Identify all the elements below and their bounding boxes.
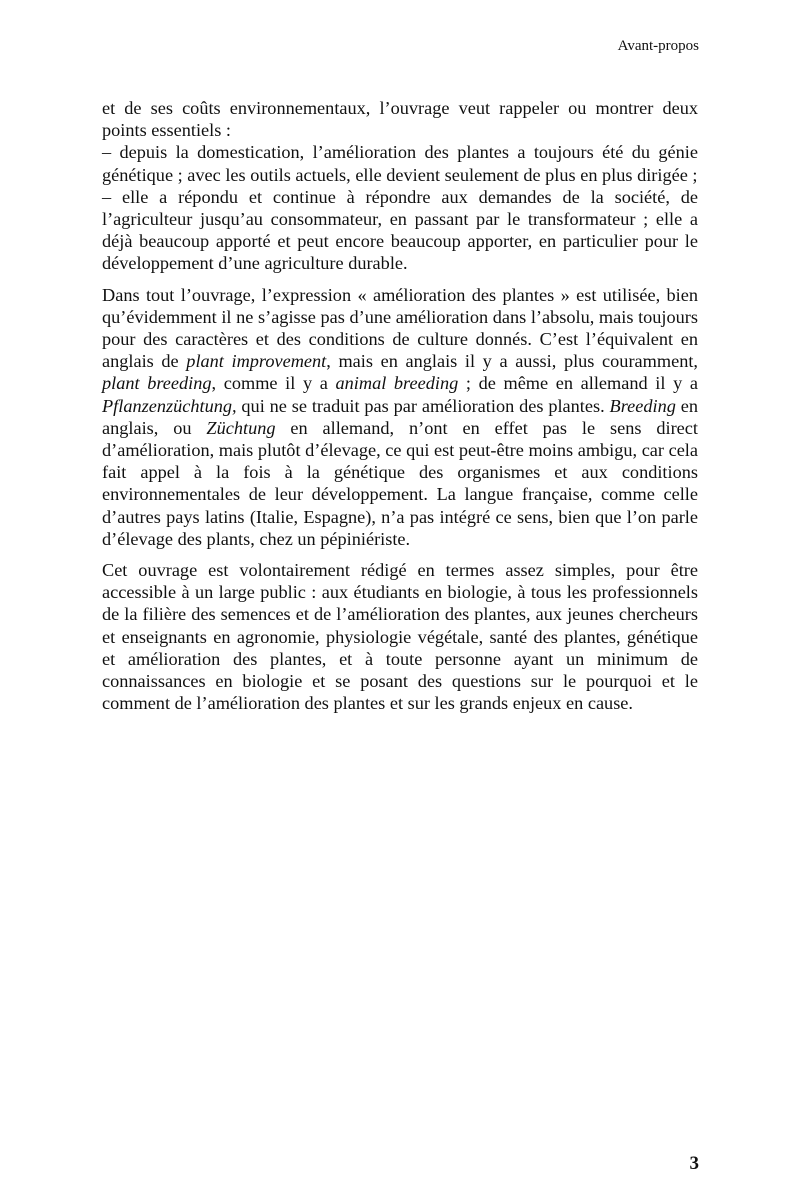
- paragraph-terminology: [102, 284, 698, 550]
- italic-term: plant improvement: [186, 351, 327, 372]
- italic-term: animal breeding: [335, 373, 459, 394]
- page-number: 3: [689, 1153, 699, 1174]
- text-segment: Dans tout l’ouvrage, l’expression « amélioration des plantes » est utilisée, bien qu’évidemment il ne s’agisse pas d’une amélioration dans l’absolu, mais toujours pour des caractères et des conditions de culture donnés. C’est l’équivalent en anglais de: [102, 284, 698, 372]
- text-segment: qui ne se traduit pas par amélioration des plantes.: [236, 395, 610, 416]
- text-segment: ; de même en allemand il y a: [458, 373, 698, 394]
- body-text: [102, 97, 698, 723]
- list-item: – depuis la domestication, l’amélioration des plantes a toujours été du génie génétique ; avec les outils actuels, elle devient seulement de plus en plus dirigée ;: [102, 142, 698, 185]
- italic-term: plant breeding: [102, 373, 212, 394]
- list-item: – elle a répondu et continue à répondre aux demandes de la société, de l’agriculteur jusqu’au consommateur, en passant par le transformateur ; elle a déjà beaucoup apporté et peut encore beaucoup apporter, en particulier pour le développement d’une agriculture durable.: [102, 186, 698, 274]
- paragraph-audience: Cet ouvrage est volontairement rédigé en termes assez simples, pour être accessible à un large public : aux étudiants en biologie, à tous les professionnels de la filière des semences et de l’amélioration des plantes, aux jeunes chercheurs et enseignants en agronomie, physiologie végétale, santé des plantes, génétique et amélioration des plantes, et à toute personne ayant un minimum de connaissances en biologie et se posant des questions sur le pourquoi et le comment de l’amélioration des plantes et sur les grands enjeux en cause.: [102, 560, 698, 714]
- text-segment: en anglais, ou: [102, 395, 699, 438]
- italic-term: Pflanzenzüchtung,: [102, 395, 237, 416]
- paragraph-intro: [102, 97, 698, 275]
- italic-term: Breeding: [609, 395, 676, 416]
- text-segment: , mais en anglais il y a aussi, plus couramment,: [326, 351, 698, 372]
- text-segment: en allemand, n’ont en effet pas le sens direct d’amélioration, mais plutôt d’élevage, ce qui est peut-être moins ambigu, car cela fait appel à la fois à la génétique des organismes et aux conditions environnementales de leur développement. La langue française, comme celle d’autres pays latins (Italie, Espagne), n’a pas intégré ce sens, bien que l’on parle d’élevage des plants, chez un pépiniériste.: [102, 417, 698, 549]
- italic-term: Züchtung: [206, 417, 276, 438]
- running-header: Avant-propos: [617, 38, 699, 54]
- paragraph-line: et de ses coûts environnementaux, l’ouvrage veut rappeler ou montrer deux points essentiels :: [102, 98, 698, 141]
- text-segment: , comme il y a: [211, 373, 336, 394]
